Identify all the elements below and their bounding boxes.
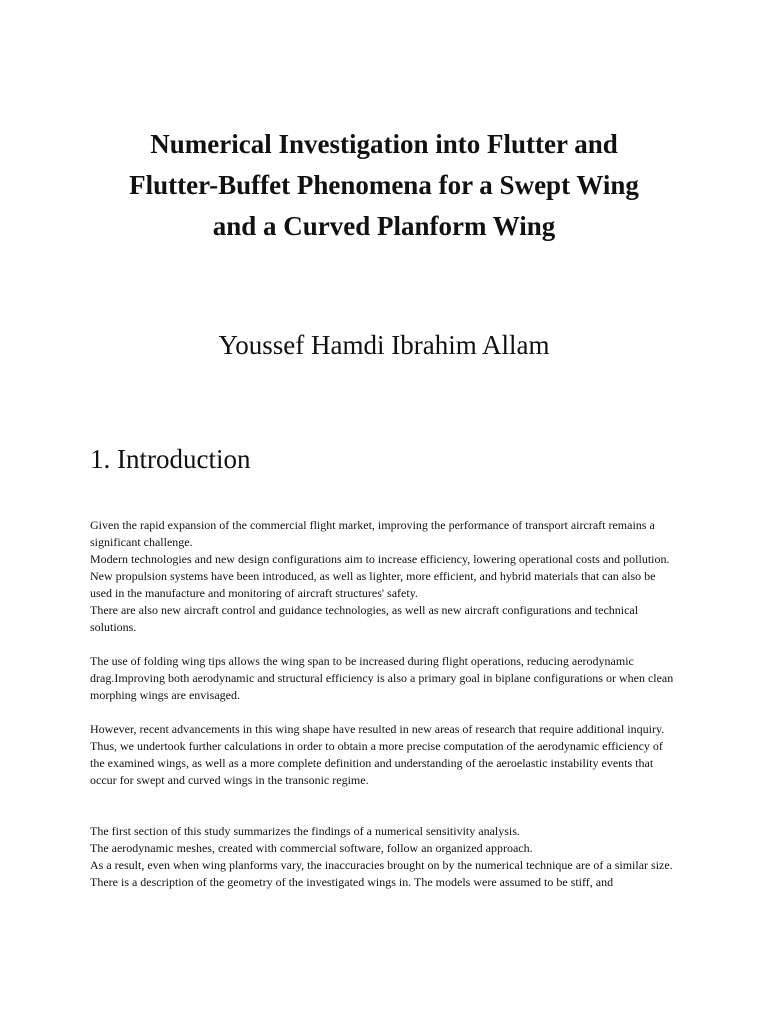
paragraph-line: New propulsion systems have been introduced, as well as lighter, more efficient, and hybrid materials that can also be used in the manufacture and monitoring of aircraft structures' safety.	[90, 569, 656, 600]
paragraph-line: Modern technologies and new design configurations aim to increase efficiency, lowering operational costs and pollution.	[90, 552, 670, 566]
body-text	[90, 517, 680, 891]
paragraph	[90, 823, 680, 891]
paragraph-line: However, recent advancements in this wing shape have resulted in new areas of research that require additional inquiry. Thus, we undertook further calculations in order to obtain a more precise computation of the aerodynamic efficiency of the examined wings, as well as a more complete definition and understanding of the aeroelastic instability events that occur for swept and curved wings in the transonic regime.	[90, 722, 665, 787]
title-line: Numerical Investigation into Flutter and	[150, 129, 618, 159]
title-line: and a Curved Planform Wing	[212, 211, 556, 241]
paragraph-line: The first section of this study summarizes the findings of a numerical sensitivity analysis.	[90, 824, 520, 838]
paragraph-line: As a result, even when wing planforms vary, the inaccuracies brought on by the numerical technique are of a similar size. There is a description of the geometry of the investigated wings in. The models were assumed to be stiff, and	[90, 858, 673, 889]
section-heading: 1. Introduction	[90, 444, 251, 474]
title-line: Flutter-Buffet Phenomena for a Swept Wing	[129, 170, 639, 200]
paragraph-line: There are also new aircraft control and guidance technologies, as well as new aircraft configurations and technical solutions.	[90, 603, 639, 634]
paragraph-line: Given the rapid expansion of the commercial flight market, improving the performance of transport aircraft remains a significant challenge.	[90, 518, 655, 549]
document-title	[90, 124, 678, 247]
paragraph-line: The use of folding wing tips allows the wing span to be increased during flight operations, reducing aerodynamic drag.Improving both aerodynamic and structural efficiency is also a primary goal in biplane configurations or when clean morphing wings are envisaged.	[90, 654, 674, 702]
paragraph	[90, 721, 680, 789]
author-name: Youssef Hamdi Ibrahim Allam	[218, 330, 550, 360]
paragraph	[90, 653, 680, 704]
paragraph-line: The aerodynamic meshes, created with commercial software, follow an organized approach.	[90, 841, 533, 855]
paragraph	[90, 517, 680, 636]
